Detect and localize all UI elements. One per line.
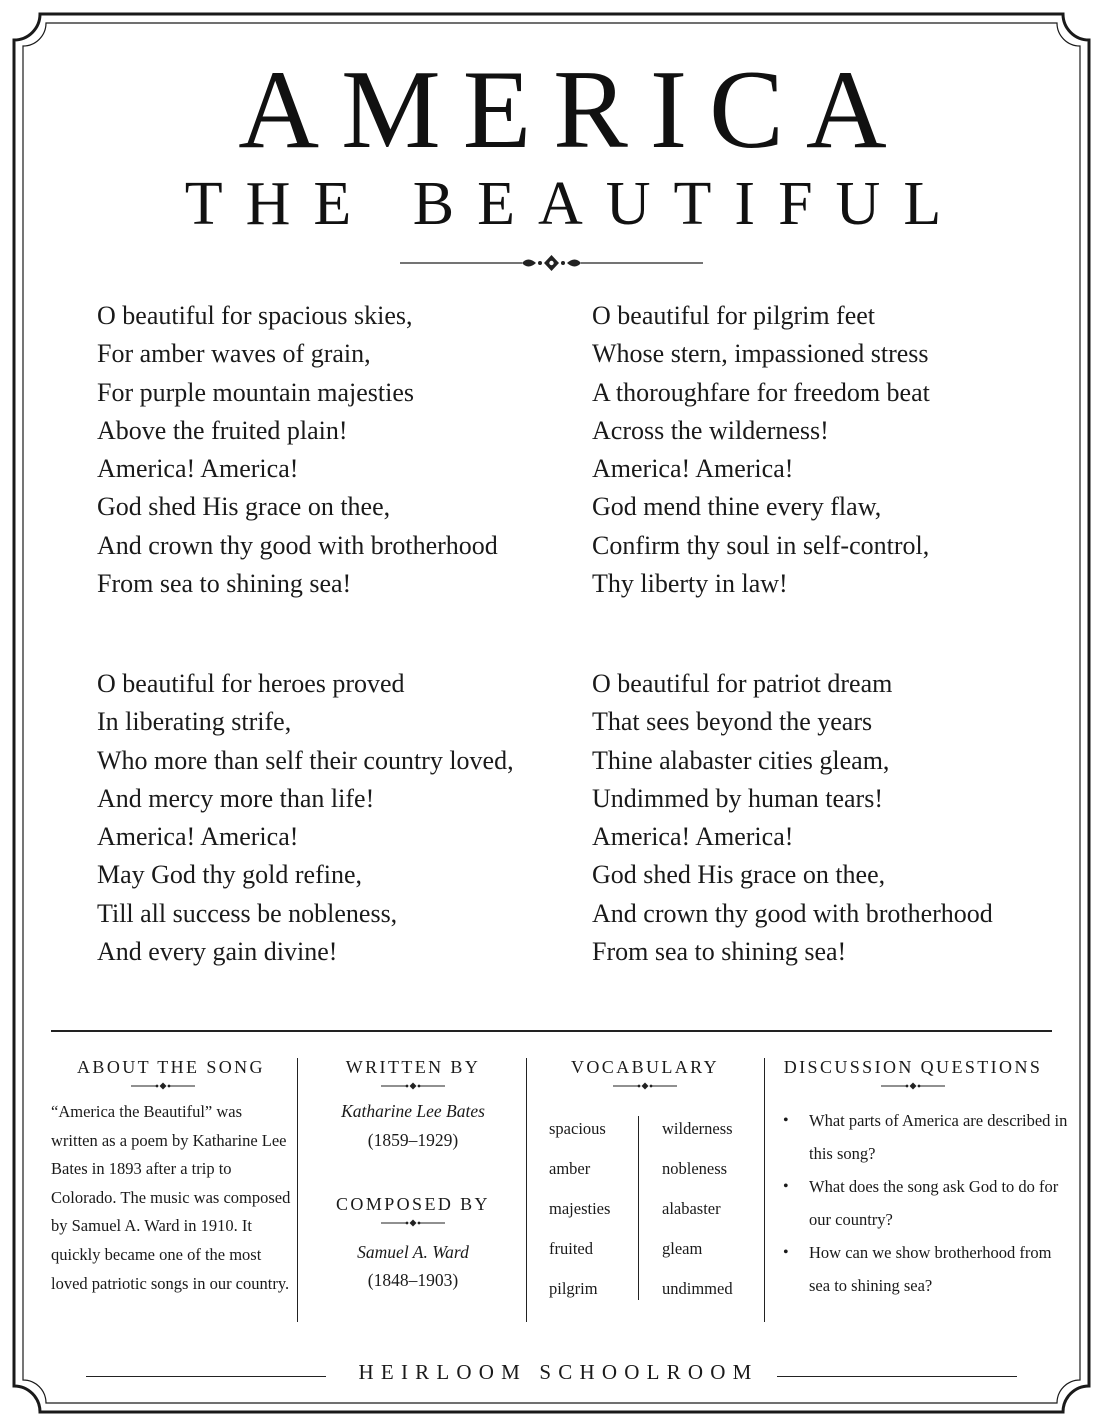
stanza-line: O beautiful for pilgrim feet <box>592 301 876 330</box>
vocabulary-heading: VOCABULARY <box>570 1057 719 1077</box>
about-text: “America the Beautiful” was written as a poem by Katharine Lee Bates in 1893 after a trip to Colorado. The music was composed by Samuel A. Ward in 1910. It quickly became one of the most loved patriotic songs in our country. <box>51 1102 291 1293</box>
stanza-line: O beautiful for spacious skies, <box>97 301 413 330</box>
stanza-line: A thoroughfare for freedom beat <box>592 377 930 407</box>
stanza-line: For purple mountain majesties <box>97 377 415 407</box>
stanza-line: Till all success be nobleness, <box>97 898 398 928</box>
composer-name: Samuel A. Ward <box>357 1242 469 1262</box>
discussion-question <box>783 1104 1068 1170</box>
footer-brand: HEIRLOOM SCHOOLROOM <box>358 1360 759 1384</box>
written-by-heading: WRITTEN BY <box>345 1057 481 1077</box>
stanza-line: God shed His grace on thee, <box>592 860 886 890</box>
question-text: How can we show brotherhood from sea to shining sea? <box>809 1243 1052 1295</box>
stanza-line: America! America! <box>97 454 299 484</box>
mini-ornament <box>381 1082 445 1090</box>
stanza-line: God shed His grace on thee, <box>97 492 391 522</box>
bullet-icon: • <box>783 1178 789 1195</box>
vocab-word: fruited <box>549 1239 593 1258</box>
vocab-word: wilderness <box>662 1119 733 1138</box>
stanza-line: Thine alabaster cities gleam, <box>592 745 890 775</box>
vocab-list-right <box>662 1109 733 1309</box>
vocab-word: gleam <box>662 1239 703 1258</box>
vocab-word: spacious <box>549 1119 606 1138</box>
stanza-line: Confirm thy soul in self-control, <box>592 530 930 560</box>
stanza-line: Undimmed by human tears! <box>592 783 883 813</box>
stanza-line: And crown thy good with brotherhood <box>97 530 498 560</box>
stanza-line: America! America! <box>592 822 794 852</box>
vocab-word: alabaster <box>662 1199 721 1218</box>
writer-name: Katharine Lee Bates <box>341 1101 485 1121</box>
discussion-heading: DISCUSSION QUESTIONS <box>783 1057 1043 1077</box>
vocab-word: pilgrim <box>549 1279 598 1298</box>
discussion-question <box>783 1170 1068 1236</box>
divider-ornament <box>400 252 703 274</box>
vocab-list-left <box>549 1109 610 1309</box>
stanza-line: America! America! <box>592 454 794 484</box>
stanza-line: Across the wilderness! <box>592 415 829 445</box>
stanza-line: And every gain divine! <box>97 937 338 967</box>
mini-ornament <box>881 1082 945 1090</box>
composer-years: (1848–1903) <box>367 1270 459 1290</box>
stanza-3 <box>97 665 514 971</box>
stanza-2 <box>592 297 930 603</box>
stanza-1 <box>97 297 498 603</box>
about-heading: ABOUT THE SONG <box>77 1057 265 1077</box>
stanza-line: Thy liberty in law! <box>592 569 788 599</box>
stanza-line: O beautiful for heroes proved <box>97 669 405 698</box>
stanza-line: In liberating strife, <box>97 707 292 737</box>
column-divider <box>297 1058 298 1322</box>
composed-by-heading: COMPOSED BY <box>336 1194 490 1214</box>
stanza-line: And crown thy good with brotherhood <box>592 898 993 928</box>
vocab-word: nobleness <box>662 1159 728 1178</box>
mini-ornament <box>131 1082 195 1090</box>
stanza-line: From sea to shining sea! <box>97 569 352 599</box>
stanza-4 <box>592 665 993 971</box>
section-divider <box>51 1030 1052 1032</box>
stanza-line: Whose stern, impassioned stress <box>592 339 929 369</box>
question-text: What does the song ask God to do for our country? <box>809 1177 1059 1229</box>
stanza-line: O beautiful for patriot dream <box>592 669 893 698</box>
discussion-question <box>783 1236 1068 1302</box>
column-divider <box>526 1058 527 1322</box>
mini-ornament <box>381 1219 445 1227</box>
page-subtitle: THE BEAUTIFUL <box>184 170 965 238</box>
stanza-line: That sees beyond the years <box>592 707 873 737</box>
question-text: What parts of America are described in this song? <box>809 1111 1068 1163</box>
mini-ornament <box>613 1082 677 1090</box>
stanza-line: And mercy more than life! <box>97 783 375 813</box>
stanza-line: America! America! <box>97 822 299 852</box>
stanza-line: May God thy gold refine, <box>97 860 363 890</box>
vocab-divider <box>638 1116 639 1300</box>
stanza-line: Above the fruited plain! <box>97 415 348 445</box>
stanza-line: Who more than self their country loved, <box>97 745 514 775</box>
vocab-word: amber <box>549 1159 591 1178</box>
vocab-word: undimmed <box>662 1279 733 1298</box>
bullet-icon: • <box>783 1112 789 1129</box>
stanza-line: God mend thine every flaw, <box>592 492 882 522</box>
vocab-word: majesties <box>549 1199 611 1218</box>
discussion-questions <box>783 1104 1068 1302</box>
page-title: AMERICA <box>238 48 909 172</box>
bullet-icon: • <box>783 1244 789 1261</box>
stanza-line: For amber waves of grain, <box>97 339 371 369</box>
writer-years: (1859–1929) <box>367 1130 459 1150</box>
column-divider <box>764 1058 765 1322</box>
stanza-line: From sea to shining sea! <box>592 937 847 967</box>
